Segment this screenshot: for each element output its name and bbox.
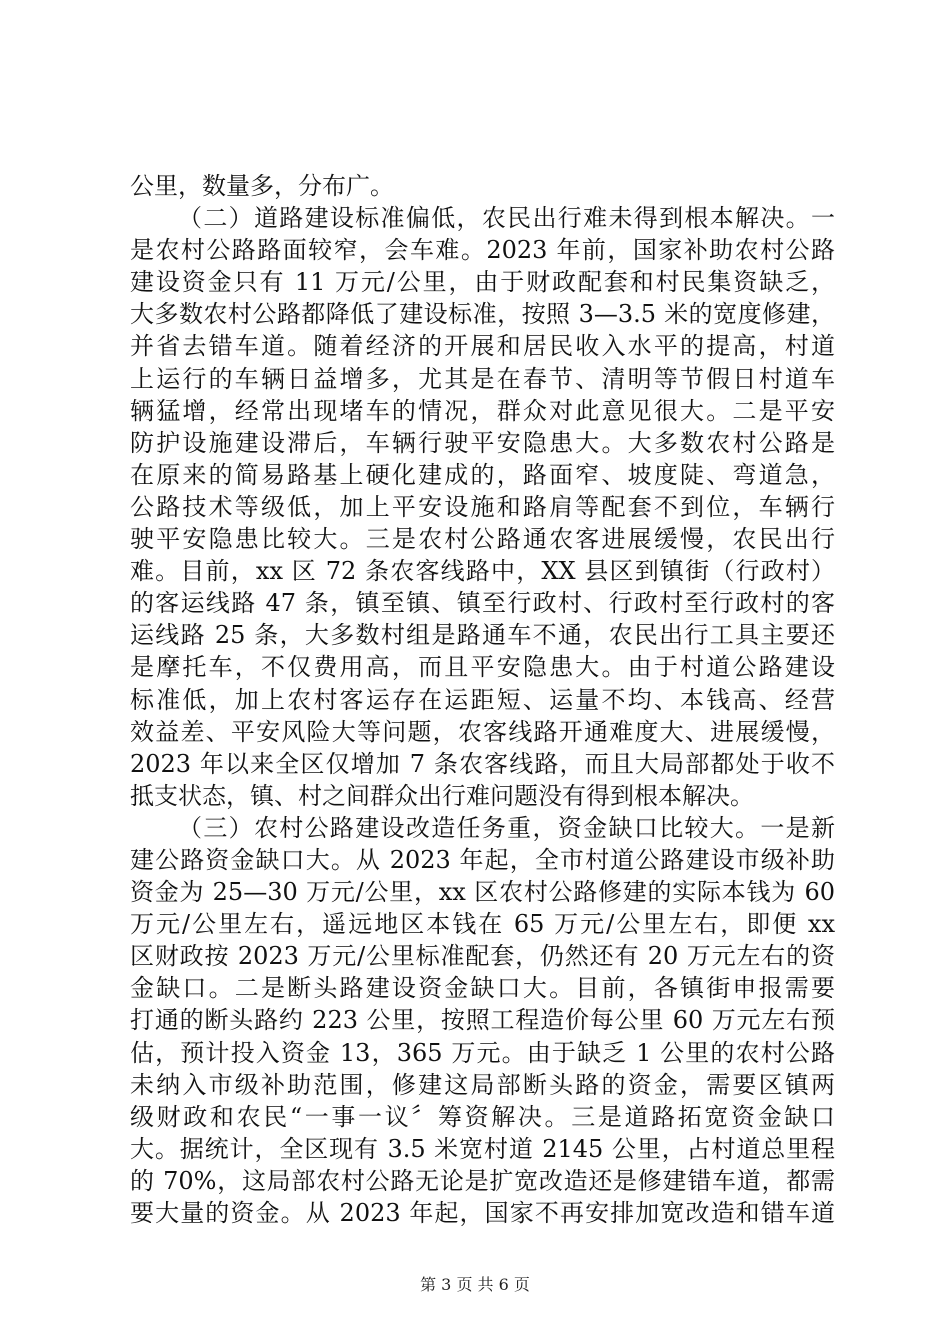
text-line: 大多数农村公路都降低了建设标准，按照 3—3.5 米的宽度修建，	[130, 300, 835, 329]
text-line: 金缺口。二是断头路建设资金缺口大。目前，各镇街申报需要	[130, 974, 835, 1003]
text-line: 驶平安隐患比较大。三是农村公路通农客进展缓慢，农民出行	[130, 525, 835, 554]
text-line: 是摩托车，不仅费用高，而且平安隐患大。由于村道公路建设	[130, 653, 835, 682]
paragraph-heading-line: （二）道路建设标准偏低，农民出行难未得到根本解决。一	[178, 204, 835, 233]
text-line: 估，预计投入资金 13，365 万元。由于缺乏 1 公里的农村公路	[130, 1038, 835, 1067]
text-line: 辆猛增，经常出现堵车的情况，群众对此意见很大。二是平安	[130, 396, 835, 425]
text-line: 级财政和农民“一事一议〞筹资解决。三是道路拓宽资金缺口	[130, 1102, 835, 1131]
text-line: 并省去错车道。随着经济的开展和居民收入水平的提高，村道	[130, 332, 835, 361]
text-line: 抵支状态，镇、村之间群众出行难问题没有得到根本解决。	[130, 781, 754, 810]
text-line: 效益差、平安风险大等问题，农客线路开通难度大、进展缓慢，	[130, 717, 835, 746]
text-line: 大。据统计，全区现有 3.5 米宽村道 2145 公里，占村道总里程	[130, 1134, 835, 1163]
text-line: 未纳入市级补助范围，修建这局部断头路的资金，需要区镇两	[130, 1070, 835, 1099]
text-line: 建公路资金缺口大。从 2023 年起，全市村道公路建设市级补助	[130, 845, 835, 874]
text-line: 公里，数量多，分布广。	[130, 172, 394, 200]
text-line: 难。目前，xx 区 72 条农客线路中，XX 县区到镇街（行政村）	[130, 557, 835, 586]
document-body	[130, 170, 835, 1229]
text-line: 区财政按 2023 万元/公里标准配套，仍然还有 20 万元左右的资	[130, 942, 835, 971]
text-line: 运线路 25 条，大多数村组是路通车不通，农民出行工具主要还	[130, 621, 835, 650]
text-line: 资金为 25—30 万元/公里，xx 区农村公路修建的实际本钱为 60	[130, 878, 835, 907]
text-line: 2023 年以来全区仅增加 7 条农客线路，而且大局部都处于收不	[130, 749, 835, 778]
text-line: 标准低，加上农村客运存在运距短、运量不均、本钱高、经营	[130, 685, 835, 714]
text-line: 的客运线路 47 条，镇至镇、镇至行政村、行政村至行政村的客	[130, 589, 835, 618]
text-line: 建设资金只有 11 万元/公里，由于财政配套和村民集资缺乏，	[130, 268, 835, 297]
text-line: 公路技术等级低，加上平安设施和路肩等配套不到位，车辆行	[130, 492, 835, 521]
text-line: 万元/公里左右，遥远地区本钱在 65 万元/公里左右，即便 xx	[130, 910, 835, 939]
paragraph-heading-line: （三）农村公路建设改造任务重，资金缺口比较大。一是新	[178, 813, 835, 842]
text-line: 要大量的资金。从 2023 年起，国家不再安排加宽改造和错车道	[130, 1199, 835, 1227]
page-number-footer: 第 3 页 共 6 页	[420, 1275, 530, 1294]
text-line: 上运行的车辆日益增多，尤其是在春节、清明等节假日村道车	[130, 364, 835, 393]
text-line: 是农村公路路面较窄，会车难。2023 年前，国家补助农村公路	[130, 236, 835, 265]
text-line: 的 70%，这局部农村公路无论是扩宽改造还是修建错车道，都需	[130, 1166, 835, 1195]
text-line: 在原来的简易路基上硬化建成的，路面窄、坡度陡、弯道急，	[130, 460, 835, 489]
text-line: 打通的断头路约 223 公里，按照工程造价每公里 60 万元左右预	[130, 1006, 835, 1035]
text-line: 防护设施建设滞后，车辆行驶平安隐患大。大多数农村公路是	[130, 428, 835, 457]
